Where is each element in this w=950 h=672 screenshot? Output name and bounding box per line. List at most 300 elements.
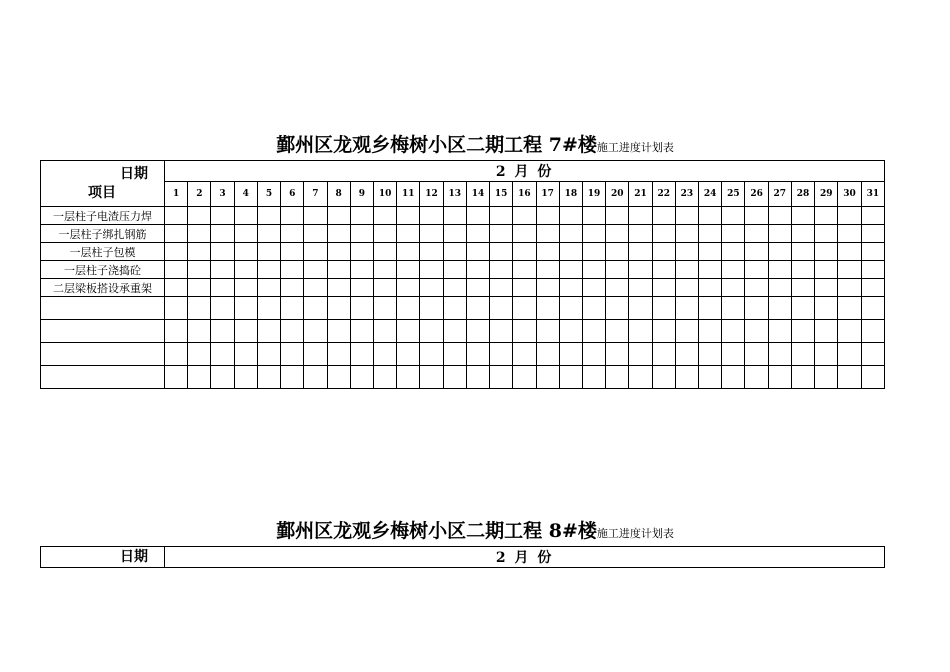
day-header: 15 bbox=[490, 182, 513, 207]
task-name-cell: 二层梁板搭设承重架 bbox=[41, 279, 165, 297]
schedule-cell bbox=[675, 279, 698, 297]
schedule-cell bbox=[466, 225, 489, 243]
schedule-cell bbox=[327, 261, 350, 279]
schedule-cell bbox=[257, 297, 280, 320]
schedule-cell bbox=[722, 243, 745, 261]
schedule-cell bbox=[350, 366, 373, 389]
schedule-cell bbox=[397, 279, 420, 297]
schedule-cell bbox=[165, 225, 188, 243]
schedule-cell bbox=[629, 279, 652, 297]
schedule-cell bbox=[373, 320, 396, 343]
schedule-cell bbox=[675, 261, 698, 279]
schedule-cell bbox=[466, 207, 489, 225]
schedule-cell bbox=[234, 207, 257, 225]
schedule-cell bbox=[257, 243, 280, 261]
schedule-cell bbox=[466, 366, 489, 389]
schedule-cell bbox=[350, 261, 373, 279]
schedule-cell bbox=[513, 297, 536, 320]
schedule-cell bbox=[373, 225, 396, 243]
schedule-cell bbox=[188, 343, 211, 366]
schedule-cell bbox=[559, 320, 582, 343]
schedule-cell bbox=[582, 225, 605, 243]
schedule-cell bbox=[699, 366, 722, 389]
schedule-cell bbox=[582, 343, 605, 366]
schedule-cell bbox=[304, 320, 327, 343]
schedule-cell bbox=[838, 279, 861, 297]
schedule-cell bbox=[373, 207, 396, 225]
day-header: 21 bbox=[629, 182, 652, 207]
schedule-cell bbox=[838, 243, 861, 261]
schedule-cell bbox=[211, 243, 234, 261]
schedule-cell bbox=[234, 225, 257, 243]
schedule-cell bbox=[420, 243, 443, 261]
schedule-cell bbox=[559, 343, 582, 366]
schedule-cell bbox=[838, 225, 861, 243]
schedule-cell bbox=[815, 297, 838, 320]
schedule-cell bbox=[420, 225, 443, 243]
schedule-cell bbox=[815, 261, 838, 279]
schedule-cell bbox=[699, 320, 722, 343]
schedule-cell bbox=[234, 343, 257, 366]
schedule-cell bbox=[699, 243, 722, 261]
schedule-cell bbox=[304, 279, 327, 297]
schedule-cell bbox=[861, 343, 885, 366]
schedule-cell bbox=[582, 243, 605, 261]
schedule-cell bbox=[559, 297, 582, 320]
schedule-cell bbox=[791, 207, 814, 225]
day-header: 4 bbox=[234, 182, 257, 207]
schedule-cell bbox=[582, 297, 605, 320]
table-row bbox=[41, 279, 885, 297]
day-header: 2 bbox=[188, 182, 211, 207]
schedule-cell bbox=[373, 297, 396, 320]
schedule-cell bbox=[350, 225, 373, 243]
schedule-cell bbox=[582, 207, 605, 225]
schedule-cell bbox=[582, 261, 605, 279]
schedule-cell bbox=[536, 366, 559, 389]
schedule-cell bbox=[629, 366, 652, 389]
schedule-cell bbox=[490, 243, 513, 261]
schedule-cell bbox=[791, 279, 814, 297]
schedule-cell bbox=[745, 261, 768, 279]
schedule-cell bbox=[699, 343, 722, 366]
day-header: 23 bbox=[675, 182, 698, 207]
schedule-cell bbox=[722, 225, 745, 243]
schedule-cell bbox=[559, 279, 582, 297]
schedule-cell bbox=[652, 320, 675, 343]
schedule-cell bbox=[606, 225, 629, 243]
schedule-cell bbox=[861, 320, 885, 343]
schedule-cell bbox=[861, 261, 885, 279]
schedule-cell bbox=[234, 261, 257, 279]
schedule-cell bbox=[350, 279, 373, 297]
schedule-cell bbox=[373, 366, 396, 389]
schedule-cell bbox=[165, 261, 188, 279]
schedule-cell bbox=[652, 343, 675, 366]
schedule-cell bbox=[350, 243, 373, 261]
schedule-cell bbox=[582, 320, 605, 343]
schedule-cell bbox=[327, 207, 350, 225]
task-name-cell: 一层柱子浇捣砼 bbox=[41, 261, 165, 279]
task-name-cell bbox=[41, 297, 165, 320]
day-header: 16 bbox=[513, 182, 536, 207]
schedule-cell bbox=[443, 279, 466, 297]
schedule-cell bbox=[397, 225, 420, 243]
schedule-cell bbox=[466, 243, 489, 261]
schedule-cell bbox=[211, 279, 234, 297]
task-name-cell: 一层柱子电渣压力焊 bbox=[41, 207, 165, 225]
schedule-cell bbox=[536, 297, 559, 320]
schedule-cell bbox=[420, 320, 443, 343]
schedule-cell bbox=[606, 243, 629, 261]
schedule-cell bbox=[606, 207, 629, 225]
schedule-cell bbox=[652, 225, 675, 243]
schedule-cell bbox=[211, 207, 234, 225]
schedule-cell bbox=[699, 261, 722, 279]
table-row bbox=[41, 320, 885, 343]
schedule-cell bbox=[373, 279, 396, 297]
schedule-cell bbox=[188, 297, 211, 320]
schedule-cell bbox=[768, 207, 791, 225]
schedule-cell bbox=[397, 320, 420, 343]
schedule-cell bbox=[838, 366, 861, 389]
task-name-cell: 一层柱子绑扎钢筋 bbox=[41, 225, 165, 243]
schedule-cell bbox=[466, 279, 489, 297]
day-header: 18 bbox=[559, 182, 582, 207]
schedule-cell bbox=[791, 297, 814, 320]
task-name-cell: 一层柱子包模 bbox=[41, 243, 165, 261]
schedule-cell bbox=[211, 366, 234, 389]
schedule-cell bbox=[536, 243, 559, 261]
schedule-cell bbox=[304, 243, 327, 261]
schedule-cell bbox=[722, 320, 745, 343]
schedule-cell bbox=[327, 366, 350, 389]
schedule-cell bbox=[745, 207, 768, 225]
schedule-cell bbox=[257, 225, 280, 243]
schedule-cell bbox=[490, 261, 513, 279]
schedule-cell bbox=[257, 207, 280, 225]
schedule-cell bbox=[327, 279, 350, 297]
schedule-cell bbox=[745, 366, 768, 389]
schedule-cell bbox=[745, 343, 768, 366]
schedule-cell bbox=[443, 243, 466, 261]
schedule-cell bbox=[188, 279, 211, 297]
schedule-cell bbox=[791, 225, 814, 243]
schedule-cell bbox=[722, 261, 745, 279]
schedule-cell bbox=[234, 297, 257, 320]
schedule-cell bbox=[281, 320, 304, 343]
schedule-cell bbox=[350, 320, 373, 343]
schedule2-title-sub: 施工进度计划表 bbox=[596, 527, 674, 540]
schedule-cell bbox=[791, 343, 814, 366]
schedule-cell bbox=[582, 279, 605, 297]
schedule-cell bbox=[629, 207, 652, 225]
schedule-cell bbox=[490, 366, 513, 389]
schedule-cell bbox=[490, 297, 513, 320]
schedule-cell bbox=[443, 225, 466, 243]
schedule-cell bbox=[652, 243, 675, 261]
schedule-cell bbox=[629, 243, 652, 261]
schedule-cell bbox=[165, 297, 188, 320]
schedule-cell bbox=[490, 279, 513, 297]
schedule-cell bbox=[165, 207, 188, 225]
schedule-cell bbox=[327, 297, 350, 320]
schedule2-title-main: 鄞州区龙观乡梅树小区二期工程 8#楼 bbox=[276, 520, 597, 542]
day-header: 1 bbox=[165, 182, 188, 207]
schedule-cell bbox=[327, 225, 350, 243]
schedule-cell bbox=[629, 261, 652, 279]
schedule-cell bbox=[234, 366, 257, 389]
schedule-cell bbox=[257, 320, 280, 343]
schedule-cell bbox=[513, 261, 536, 279]
schedule-cell bbox=[629, 297, 652, 320]
schedule-cell bbox=[722, 279, 745, 297]
schedule-cell bbox=[165, 279, 188, 297]
schedule-cell bbox=[513, 279, 536, 297]
schedule-cell bbox=[606, 366, 629, 389]
schedule-cell bbox=[722, 343, 745, 366]
schedule-cell bbox=[443, 207, 466, 225]
schedule-cell bbox=[652, 207, 675, 225]
day-header: 10 bbox=[373, 182, 396, 207]
schedule-cell bbox=[420, 297, 443, 320]
schedule-cell bbox=[606, 261, 629, 279]
schedule-cell bbox=[350, 343, 373, 366]
schedule-cell bbox=[629, 225, 652, 243]
schedule-cell bbox=[420, 343, 443, 366]
schedule-cell bbox=[188, 261, 211, 279]
schedule-cell bbox=[234, 320, 257, 343]
schedule2-title bbox=[0, 516, 950, 543]
header-date-item-cell bbox=[41, 161, 165, 207]
schedule-cell bbox=[466, 261, 489, 279]
header-item-label: 项目 bbox=[88, 184, 116, 201]
schedule-cell bbox=[536, 261, 559, 279]
schedule-cell bbox=[768, 297, 791, 320]
schedule-cell bbox=[466, 343, 489, 366]
day-header: 24 bbox=[699, 182, 722, 207]
day-header: 28 bbox=[791, 182, 814, 207]
schedule-cell bbox=[536, 343, 559, 366]
table-row bbox=[41, 207, 885, 225]
schedule-cell bbox=[490, 207, 513, 225]
schedule-cell bbox=[815, 243, 838, 261]
table-row bbox=[41, 297, 885, 320]
schedule-cell bbox=[815, 320, 838, 343]
schedule-cell bbox=[420, 261, 443, 279]
day-header: 12 bbox=[420, 182, 443, 207]
schedule-cell bbox=[234, 279, 257, 297]
day-header: 14 bbox=[466, 182, 489, 207]
schedule-cell bbox=[722, 207, 745, 225]
schedule-cell bbox=[188, 207, 211, 225]
day-header: 22 bbox=[652, 182, 675, 207]
schedule2-month-header: 2 月 份 bbox=[165, 547, 885, 568]
schedule-cell bbox=[815, 207, 838, 225]
schedule-cell bbox=[838, 297, 861, 320]
task-name-cell bbox=[41, 320, 165, 343]
schedule-cell bbox=[536, 207, 559, 225]
schedule-cell bbox=[815, 225, 838, 243]
day-header: 30 bbox=[838, 182, 861, 207]
schedule-cell bbox=[281, 243, 304, 261]
table-row bbox=[41, 243, 885, 261]
schedule-cell bbox=[629, 320, 652, 343]
schedule-cell bbox=[675, 297, 698, 320]
schedule-cell bbox=[513, 366, 536, 389]
schedule-cell bbox=[165, 343, 188, 366]
schedule-cell bbox=[861, 243, 885, 261]
schedule-cell bbox=[768, 261, 791, 279]
day-header: 9 bbox=[350, 182, 373, 207]
schedule-cell bbox=[606, 343, 629, 366]
schedule1-title bbox=[0, 130, 950, 157]
schedule-cell bbox=[606, 320, 629, 343]
schedule-cell bbox=[768, 343, 791, 366]
schedule2-header-date-label: 日期 bbox=[120, 549, 148, 565]
schedule-cell bbox=[791, 320, 814, 343]
schedule-cell bbox=[582, 366, 605, 389]
schedule-cell bbox=[652, 261, 675, 279]
day-header: 17 bbox=[536, 182, 559, 207]
schedule-cell bbox=[257, 343, 280, 366]
schedule-cell bbox=[559, 207, 582, 225]
schedule-cell bbox=[768, 320, 791, 343]
schedule1-title-sub: 施工进度计划表 bbox=[596, 141, 674, 154]
schedule-cell bbox=[257, 279, 280, 297]
schedule-cell bbox=[327, 343, 350, 366]
table-row bbox=[41, 366, 885, 389]
schedule-cell bbox=[281, 261, 304, 279]
day-header: 3 bbox=[211, 182, 234, 207]
schedule-cell bbox=[304, 261, 327, 279]
schedule-cell bbox=[861, 297, 885, 320]
schedule-cell bbox=[443, 261, 466, 279]
schedule-cell bbox=[861, 279, 885, 297]
schedule-cell bbox=[559, 225, 582, 243]
schedule-cell bbox=[373, 243, 396, 261]
schedule2-header-date-cell bbox=[41, 547, 165, 568]
schedule-cell bbox=[281, 366, 304, 389]
schedule-cell bbox=[188, 320, 211, 343]
schedule-cell bbox=[745, 320, 768, 343]
schedule-cell bbox=[559, 366, 582, 389]
day-header: 8 bbox=[327, 182, 350, 207]
schedule-cell bbox=[188, 366, 211, 389]
schedule-cell bbox=[188, 225, 211, 243]
schedule-cell bbox=[513, 225, 536, 243]
schedule-cell bbox=[699, 279, 722, 297]
schedule-cell bbox=[420, 279, 443, 297]
task-name-cell bbox=[41, 343, 165, 366]
schedule-cell bbox=[838, 261, 861, 279]
day-header: 6 bbox=[281, 182, 304, 207]
schedule-cell bbox=[675, 243, 698, 261]
schedule-cell bbox=[211, 343, 234, 366]
schedule-cell bbox=[815, 366, 838, 389]
schedule-cell bbox=[606, 279, 629, 297]
schedule-cell bbox=[397, 297, 420, 320]
schedule-cell bbox=[768, 366, 791, 389]
schedule-cell bbox=[606, 297, 629, 320]
schedule-cell bbox=[815, 279, 838, 297]
schedule-cell bbox=[838, 320, 861, 343]
schedule-cell bbox=[327, 243, 350, 261]
schedule-cell bbox=[861, 366, 885, 389]
table-row bbox=[41, 343, 885, 366]
schedule-cell bbox=[861, 225, 885, 243]
schedule-cell bbox=[536, 225, 559, 243]
schedule-cell bbox=[211, 320, 234, 343]
schedule-cell bbox=[513, 320, 536, 343]
schedule-cell bbox=[165, 366, 188, 389]
schedule-cell bbox=[675, 225, 698, 243]
schedule-cell bbox=[281, 207, 304, 225]
day-header: 13 bbox=[443, 182, 466, 207]
schedule-cell bbox=[420, 207, 443, 225]
schedule-cell bbox=[536, 279, 559, 297]
schedule-cell bbox=[281, 343, 304, 366]
schedule-cell bbox=[768, 279, 791, 297]
schedule-cell bbox=[675, 320, 698, 343]
schedule-cell bbox=[791, 243, 814, 261]
schedule-cell bbox=[373, 343, 396, 366]
schedule-cell bbox=[652, 366, 675, 389]
schedule-cell bbox=[513, 243, 536, 261]
schedule-cell bbox=[257, 366, 280, 389]
schedule-cell bbox=[768, 243, 791, 261]
schedule-cell bbox=[443, 366, 466, 389]
schedule-cell bbox=[652, 279, 675, 297]
schedule-cell bbox=[652, 297, 675, 320]
schedule-cell bbox=[211, 261, 234, 279]
schedule-cell bbox=[722, 297, 745, 320]
schedule-cell bbox=[397, 343, 420, 366]
schedule-cell bbox=[443, 297, 466, 320]
schedule-cell bbox=[443, 343, 466, 366]
schedule-cell bbox=[675, 207, 698, 225]
day-header: 7 bbox=[304, 182, 327, 207]
schedule-cell bbox=[699, 225, 722, 243]
schedule-cell bbox=[304, 297, 327, 320]
schedule-cell bbox=[536, 320, 559, 343]
table-row bbox=[41, 225, 885, 243]
day-header: 25 bbox=[722, 182, 745, 207]
schedule-cell bbox=[559, 261, 582, 279]
schedule-cell bbox=[699, 207, 722, 225]
schedule-cell bbox=[722, 366, 745, 389]
schedule-cell bbox=[699, 297, 722, 320]
schedule-cell bbox=[745, 243, 768, 261]
task-name-cell bbox=[41, 366, 165, 389]
day-header: 19 bbox=[582, 182, 605, 207]
schedule-cell bbox=[815, 343, 838, 366]
schedule-cell bbox=[211, 297, 234, 320]
schedule-cell bbox=[397, 207, 420, 225]
day-header: 5 bbox=[257, 182, 280, 207]
schedule-cell bbox=[420, 366, 443, 389]
table-row bbox=[41, 261, 885, 279]
day-header: 20 bbox=[606, 182, 629, 207]
schedule-cell bbox=[234, 243, 257, 261]
schedule-cell bbox=[373, 261, 396, 279]
day-header: 29 bbox=[815, 182, 838, 207]
day-header: 11 bbox=[397, 182, 420, 207]
schedule-cell bbox=[791, 366, 814, 389]
schedule-cell bbox=[443, 320, 466, 343]
schedule-cell bbox=[838, 343, 861, 366]
schedule-cell bbox=[466, 297, 489, 320]
